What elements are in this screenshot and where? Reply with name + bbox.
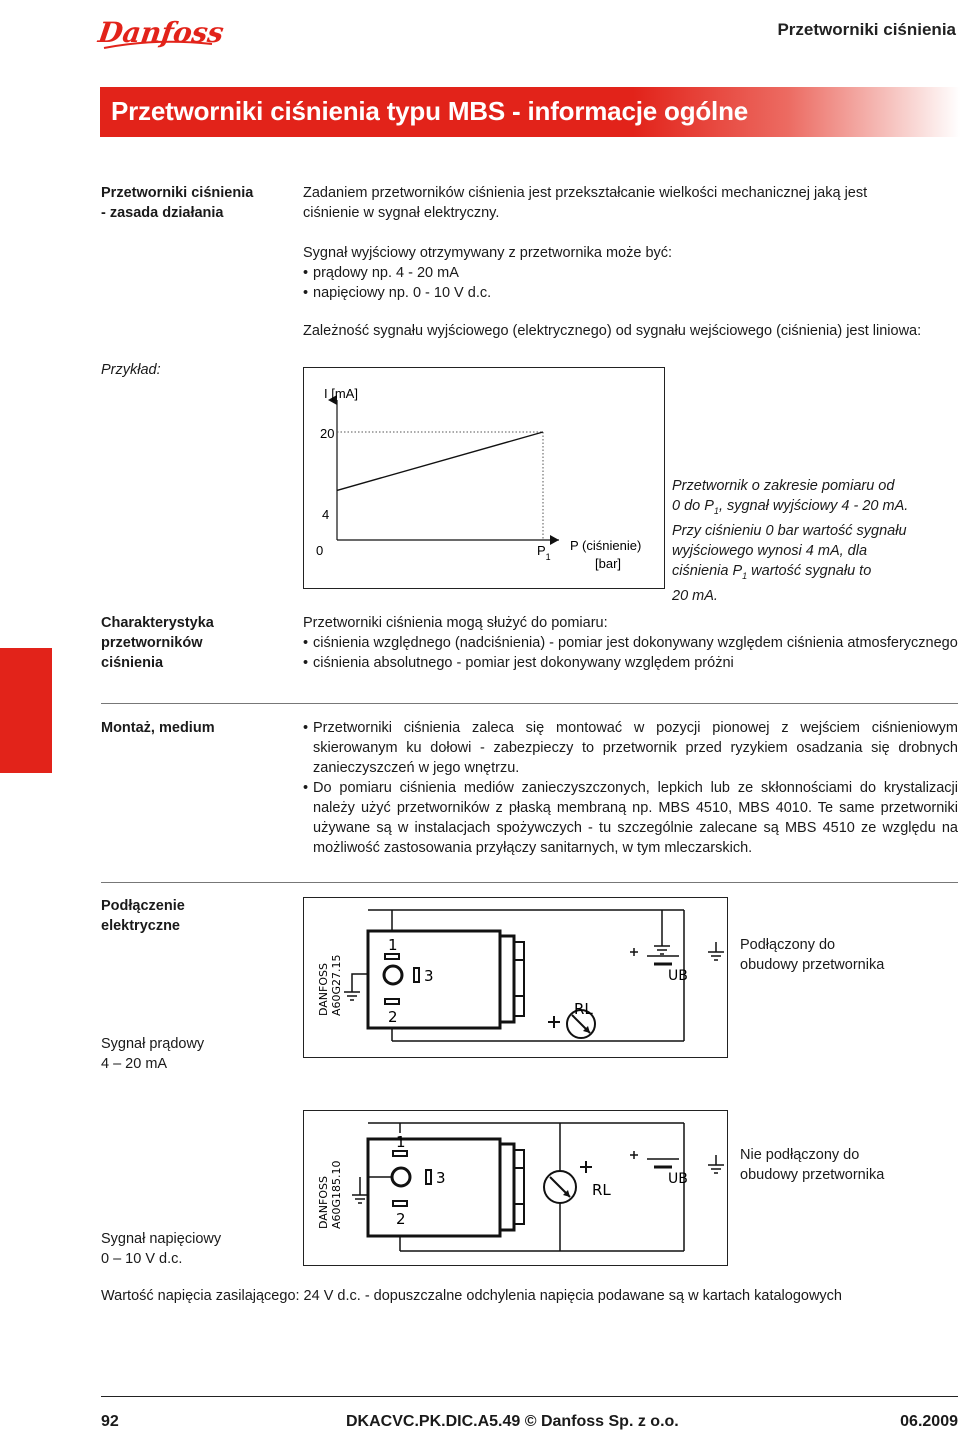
signal-types-list (303, 263, 958, 303)
electrical-label (101, 896, 185, 936)
current-label-line1: Sygnał prądowy (101, 1036, 205, 1052)
y-tick-20: 20 (320, 426, 335, 441)
mounting-text (303, 718, 958, 858)
x-axis-unit: [bar] (595, 556, 622, 571)
footer-code: DKACVC.PK.DIC.A5.49 © Danfoss Sp. z o.o. (346, 1413, 679, 1430)
voltage-label-line2: 0 – 10 V d.c. (101, 1251, 183, 1267)
pin-2-label: 2 (396, 1210, 406, 1228)
mounting-list (303, 718, 958, 858)
wiring-diagram-current (303, 897, 728, 1058)
principle-label-line2: - zasada działania (101, 205, 224, 221)
note-line: wyjściowego wynosi 4 mA, dla (672, 542, 868, 559)
stamp-text: DANFOSS (317, 963, 330, 1016)
current-signal-label (101, 1034, 204, 1074)
note-line: Przy ciśnieniu 0 bar wartość sygnału (672, 522, 907, 539)
stamp-text: DANFOSS (317, 1176, 330, 1229)
characteristics-label (101, 613, 214, 673)
stamp-code: A60G27.15 (330, 954, 343, 1016)
stamp-code: A60G185.10 (330, 1160, 343, 1229)
danfoss-logo (96, 8, 226, 53)
title-banner (100, 87, 960, 137)
pin-3 (414, 968, 419, 982)
section-divider (101, 703, 958, 704)
pin-3-label: 3 (424, 967, 434, 985)
ground-pin (392, 1168, 410, 1186)
characteristics-text (303, 613, 958, 673)
ground-pin (384, 966, 402, 984)
pin-1 (385, 954, 399, 959)
y-axis-label: I [mA] (324, 386, 358, 401)
signal-chart (303, 367, 665, 589)
note-line: 20 mA. (672, 587, 718, 604)
x-tick-0: 0 (316, 543, 324, 558)
y-tick-4: 4 (322, 507, 330, 522)
example-label: Przykład: (101, 362, 161, 378)
characteristics-list (303, 633, 958, 673)
principle-para1-line2: ciśnienie w sygnał elektryczny. (303, 205, 500, 221)
characteristics-label-line3: ciśnienia (101, 655, 164, 671)
list-item: • Do pomiaru ciśnienia mediów zanieczyszczonych, lepkich lub ze skłonnościami do krystalizacji należy użyć przetworników z płaską membraną np. MBS 4510, MBS 4010. Te same przetworniki używane są w instalacjach spożywczych - tu szczególnie zalecane są MBS 4510 ze względu na możliwość zastosowania przyłączy sanitarnych, w tym mleczarskich. (303, 778, 958, 858)
principle-label-line1: Przetworniki ciśnienia (101, 185, 254, 201)
note-line: 0 do $P_1$, sygnał wyjściowy 4 - 20 mA. (672, 498, 909, 516)
diagram1-note-line2: obudowy przetwornika (740, 957, 885, 973)
x-tick-p1: $P_1$ (537, 543, 551, 562)
principle-para1-line1: Zadaniem przetworników ciśnienia jest przekształcanie wielkości mechanicznej jaką jest (303, 185, 868, 201)
example-text: Zależność sygnału wyjściowego (elektrycznego) od sygnału wejściowego (ciśnienia) jest liniowa: (303, 323, 922, 339)
pin-1-label: 1 (396, 1133, 406, 1151)
list-item: • ciśnienia względnego (nadciśnienia) - pomiar jest dokonywany względem ciśnienia atmosferycznego (303, 633, 958, 653)
voltage-signal-label (101, 1229, 221, 1269)
list-item: • prądowy np. 4 - 20 mA (303, 263, 958, 283)
diagram1-note-line1: Podłączony do (740, 937, 836, 953)
pin-2 (385, 999, 399, 1004)
wiring-diagram-voltage-svg (304, 1111, 727, 1265)
ub-label: UB (668, 968, 688, 984)
characteristics-label-line2: przetworników (101, 635, 203, 651)
characteristics-intro: Przetworniki ciśnienia mogą służyć do pomiaru: (303, 615, 608, 631)
rl-label: RL (574, 1000, 593, 1018)
wiring-diagram-voltage (303, 1110, 728, 1266)
wiring-diagram-current-svg (304, 898, 727, 1057)
pin-3 (426, 1170, 431, 1184)
principle-para2: Sygnał wyjściowy otrzymywany z przetwornika może być: (303, 245, 673, 261)
connector-body (368, 1139, 500, 1236)
page-number: 92 (101, 1413, 119, 1430)
mounting-label: Montaż, medium (101, 720, 215, 736)
electrical-label-line1: Podłączenie (101, 898, 185, 914)
footer-divider (101, 1396, 958, 1397)
x-axis-label: P (ciśnienie) (570, 538, 642, 553)
section-divider (101, 882, 958, 883)
pin-3-label: 3 (436, 1169, 446, 1187)
list-item: • napięciowy np. 0 - 10 V d.c. (303, 283, 958, 303)
pin-1-label: 1 (388, 936, 398, 954)
diagram2-note-line2: obudowy przetwornika (740, 1167, 885, 1183)
note-line: ciśnienia $P_1$ wartość sygnału to (672, 562, 872, 581)
series-line (337, 432, 543, 490)
rl-label: RL (592, 1181, 611, 1199)
list-item: • ciśnienia absolutnego - pomiar jest dokonywany względem próżni (303, 653, 958, 673)
pin-2 (393, 1201, 407, 1206)
connector-neck (500, 936, 514, 1022)
logo-text: Danfoss (96, 16, 226, 49)
characteristics-label-line1: Charakterystyka (101, 615, 214, 631)
voltage-label-line1: Sygnał napięciowy (101, 1231, 222, 1247)
pin-1 (393, 1151, 407, 1156)
diagram2-note-line1: Nie podłączony do (740, 1147, 860, 1163)
note-line: Przetwornik o zakresie pomiaru od (672, 478, 895, 494)
header-section-title: Przetworniki ciśnienia (777, 20, 956, 39)
page-title: Przetworniki ciśnienia typu MBS - informacje ogólne (111, 96, 749, 126)
chart-svg (304, 368, 664, 588)
electrical-label-line2: elektryczne (101, 918, 180, 934)
chart-note (672, 476, 960, 606)
footer-date: 06.2009 (900, 1413, 958, 1430)
side-tab-marker (0, 648, 52, 773)
ub-label: UB (668, 1171, 688, 1187)
principle-text (303, 183, 958, 303)
connector-neck (500, 1144, 514, 1230)
supply-voltage-note: Wartość napięcia zasilającego: 24 V d.c. - dopuszczalne odchylenia napięcia podawane są w kartach katalogowych (101, 1288, 843, 1304)
current-label-line2: 4 – 20 mA (101, 1056, 168, 1072)
pin-2-label: 2 (388, 1008, 398, 1026)
diagram2-note (740, 1145, 884, 1185)
list-item: • Przetworniki ciśnienia zaleca się montować w pozycji pionowej z wejściem ciśnieniowym skierowanym ku dołowi - zabezpieczy to przetwornik przed ryzykiem osadzania się drobnych zanieczyszczeń w jego wnętrzu. (303, 718, 958, 778)
principle-label (101, 183, 253, 223)
diagram1-note (740, 935, 884, 975)
